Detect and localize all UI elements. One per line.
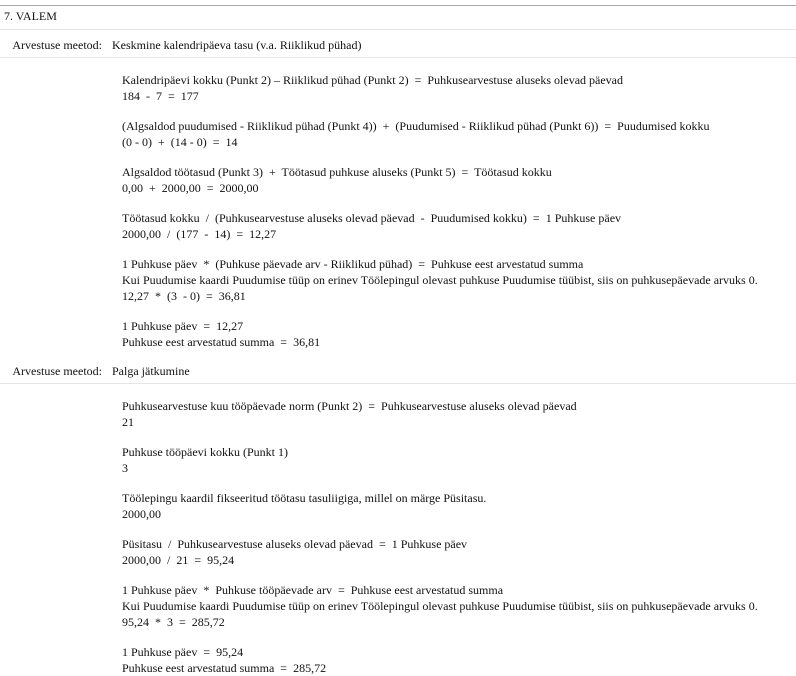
formula-line: 2000,00 / 21 = 95,24 [122, 553, 235, 567]
formula-line: 1 Puhkuse päev = 95,24 [122, 645, 244, 659]
method-divider [0, 383, 796, 384]
formula-line: Puhkuse eest arvestatud summa = 36,81 [122, 335, 321, 349]
formula-block [122, 210, 796, 242]
formula-line: Kalendripäevi kokku (Punkt 2) – Riiklikud pühad (Punkt 2) = Puhkusearvestuse aluseks olevad päevad [122, 73, 624, 87]
section-divider [0, 29, 796, 30]
formula-block [122, 398, 796, 430]
method-row [0, 364, 796, 378]
formula-blocks [122, 398, 796, 676]
formula-line: 1 Puhkuse päev * Puhkuse tööpäevade arv = Puhkuse eest arvestatud summa [122, 583, 504, 597]
method-label: Arvestuse meetod: [12, 364, 102, 378]
method-section [0, 364, 796, 676]
method-row [0, 38, 796, 52]
formula-block [122, 256, 796, 304]
formula-line: Töötasud kokku / (Puhkusearvestuse aluseks olevad päevad - Puudumised kokku) = 1 Puhkuse päev [122, 211, 622, 225]
formula-line: 2000,00 [122, 507, 161, 521]
formula-block [122, 444, 796, 476]
formula-line: Puhkuse tööpäevi kokku (Punkt 1) [122, 445, 288, 459]
method-section [0, 38, 796, 350]
formula-line: Töölepingu kaardil fikseeritud töötasu tasuliigiga, millel on märge Püsitasu. [122, 491, 487, 505]
formula-block [122, 490, 796, 522]
section-title: 7. VALEM [4, 9, 57, 23]
formula-block [122, 72, 796, 104]
formula-block [122, 644, 796, 676]
formula-line: 184 - 7 = 177 [122, 89, 199, 103]
formula-line: 21 [122, 415, 134, 429]
formula-line: 1 Puhkuse päev = 12,27 [122, 319, 244, 333]
formula-blocks [122, 72, 796, 350]
formula-line: 2000,00 / (177 - 14) = 12,27 [122, 227, 277, 241]
formula-line: Algsaldod töötasud (Punkt 3) + Töötasud puhkuse aluseks (Punkt 5) = Töötasud kokku [122, 165, 552, 179]
method-value: Palga jätkumine [112, 364, 190, 378]
formula-line: 1 Puhkuse päev * (Puhkuse päevade arv - Riiklikud pühad) = Puhkuse eest arvestatud summa [122, 257, 584, 271]
formula-line: Kui Puudumise kaardi Puudumise tüüp on erinev Töölepingul olevast puhkuse Puudumise tüübist, siis on puhkusepäevade arvuks 0. [122, 273, 758, 287]
method-divider [0, 57, 796, 58]
formula-line: Puhkuse eest arvestatud summa = 285,72 [122, 661, 327, 675]
formula-block [122, 164, 796, 196]
formula-line: Püsitasu / Puhkusearvestuse aluseks olevad päevad = 1 Puhkuse päev [122, 537, 468, 551]
formula-line: Puhkusearvestuse kuu tööpäevade norm (Punkt 2) = Puhkusearvestuse aluseks olevad päevad [122, 399, 577, 413]
formula-block [122, 118, 796, 150]
formula-line: 95,24 * 3 = 285,72 [122, 615, 225, 629]
methods-container [0, 38, 796, 676]
formula-line: 0,00 + 2000,00 = 2000,00 [122, 181, 259, 195]
method-label: Arvestuse meetod: [12, 38, 102, 52]
formula-block [122, 582, 796, 630]
formula-line: 3 [122, 461, 128, 475]
formula-line: 12,27 * (3 - 0) = 36,81 [122, 289, 246, 303]
formula-line: Kui Puudumise kaardi Puudumise tüüp on erinev Töölepingul olevast puhkuse Puudumise tüübist, siis on puhkusepäevade arvuks 0. [122, 599, 758, 613]
formula-block [122, 318, 796, 350]
formula-line: (0 - 0) + (14 - 0) = 14 [122, 135, 238, 149]
formula-block [122, 536, 796, 568]
method-value: Keskmine kalendripäeva tasu (v.a. Riiklikud pühad) [112, 38, 362, 52]
formula-line: (Algsaldod puudumised - Riiklikud pühad (Punkt 4)) + (Puudumised - Riiklikud pühad (Punkt 6)) = Puudumised kokku [122, 119, 710, 133]
formula-page [0, 5, 796, 676]
